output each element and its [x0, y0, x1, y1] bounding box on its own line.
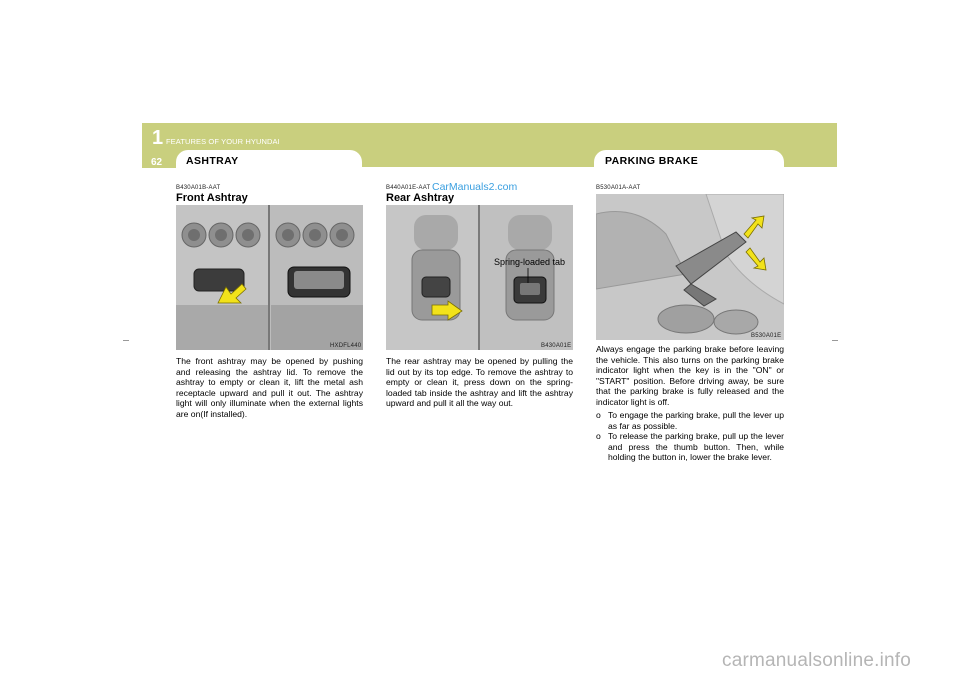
bullet-mark: o: [596, 410, 601, 420]
parking-brake-figure: [596, 194, 784, 340]
front-ashtray-illustration: [176, 205, 363, 350]
chapter-number: 1: [152, 127, 164, 149]
bullet-mark: o: [596, 431, 601, 441]
rear-ashtray-figure: [386, 205, 573, 350]
rear-ashtray-figure-code: B430A01E: [541, 343, 572, 349]
front-ashtray-heading: Front Ashtray: [176, 192, 248, 204]
parking-brake-section-title: PARKING BRAKE: [605, 155, 699, 167]
crop-mark-right: [832, 340, 838, 341]
parking-brake-code: B530A01A-AAT: [596, 185, 641, 191]
front-ashtray-text: The front ashtray may be opened by pushing and releasing the ashtray lid. To remove the ashtray to empty or clean it, lift the metal ash receptacle upward and pull it out. The ashtray light will only illuminate when the external lights are on(If installed).: [176, 356, 363, 419]
page-number: 62: [151, 157, 163, 168]
spring-loaded-tab-callout: Spring-loaded tab: [494, 257, 566, 267]
parking-brake-figure-code: B530A01E: [751, 333, 782, 339]
front-ashtray-figure: [176, 205, 363, 350]
rear-ashtray-heading: Rear Ashtray: [386, 192, 455, 204]
front-ashtray-figure-code: HXDFL440: [330, 343, 362, 349]
bullet-text: To engage the parking brake, pull the lever up as far as possible.: [608, 410, 784, 431]
chapter-title: FEATURES OF YOUR HYUNDAI: [166, 137, 280, 146]
front-ashtray-code: B430A01B-AAT: [176, 185, 221, 191]
parking-brake-illustration: [596, 194, 784, 340]
parking-brake-intro: Always engage the parking brake before leaving the vehicle. This also turns on the parking brake indicator light when the key is in the "ON" or "START" position. Before driving away, be sure that the parking brake is fully released and the indicator light is off.: [596, 344, 784, 407]
parking-brake-bullets: [596, 410, 784, 463]
list-item: [596, 410, 784, 431]
rear-ashtray-text: The rear ashtray may be opened by pulling the lid out by its top edge. To remove the ashtray to empty or clean it, press down on the spring-loaded tab inside the ashtray and lift the ashtray upward and pull it all the way out.: [386, 356, 573, 408]
top-watermark: CarManuals2.com: [432, 181, 518, 193]
ashtray-section-title: ASHTRAY: [186, 155, 239, 167]
crop-mark-left: [123, 340, 129, 341]
list-item: [596, 431, 784, 463]
rear-ashtray-code: B440A01E-AAT: [386, 185, 431, 191]
footer-watermark: carmanualsonline.info: [722, 650, 912, 671]
rear-ashtray-illustration: [386, 205, 573, 350]
bullet-text: To release the parking brake, pull up the lever and press the thumb button. Then, while holding the button in, lower the brake lever.: [608, 431, 784, 462]
